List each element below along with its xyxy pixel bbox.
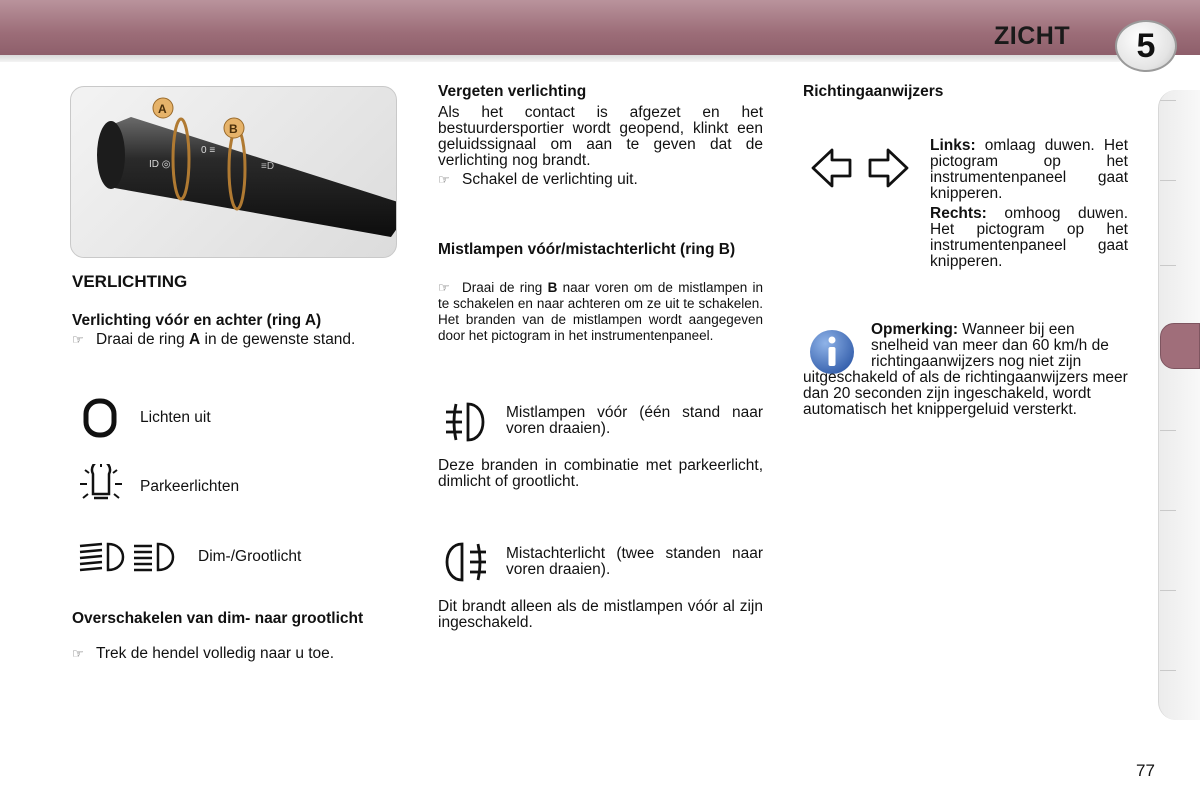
front-rear-instruction: ☞ Draai de ring A in de gewenste stand. [72, 331, 356, 348]
chapter-tab-divider [1160, 100, 1176, 101]
svg-text:ID ◎: ID ◎ [149, 159, 171, 170]
pointing-hand-icon: ☞ [72, 646, 84, 661]
chapter-tab-divider [1160, 670, 1176, 671]
front-rear-heading: Verlichting vóór en achter (ring A) [72, 312, 322, 329]
left-arrow-icon [810, 146, 854, 195]
indicator-left-text: Links: omlaag duwen. Het pictogram op het instrumentenpaneel gaat knipperen. [930, 137, 1128, 202]
svg-text:≡D: ≡D [261, 161, 275, 172]
switching-heading: Overschakelen van dim- naar grootlicht [72, 610, 364, 627]
dipped-main-beam-label: Dim-/Grootlicht [198, 548, 302, 565]
chapter-tab-divider [1160, 590, 1176, 591]
forgotten-lights-heading: Vergeten verlichting [438, 83, 587, 100]
ring-a-label: A [158, 102, 167, 116]
rear-fog-label: Mistachterlicht (twee standen naar voren draaien). [506, 545, 763, 578]
front-fog-label: Mistlampen vóór (één stand naar voren draaien). [506, 404, 763, 437]
lights-off-label: Lichten uit [140, 409, 211, 426]
chapter-number: 5 [1136, 26, 1156, 65]
section-title-lighting: VERLICHTING [72, 272, 188, 291]
dipped-main-beam-icon [76, 538, 184, 581]
chapter-tab-divider [1160, 430, 1176, 431]
switching-instruction: ☞ Trek de hendel volledig naar u toe. [72, 645, 335, 662]
pointing-hand-icon: ☞ [72, 332, 84, 347]
page-number: 77 [1136, 761, 1155, 780]
rear-fog-icon [440, 540, 490, 589]
svg-text:0 ≡: 0 ≡ [201, 145, 216, 156]
chapter-number-badge [1115, 20, 1177, 72]
lighting-stalk-photo [70, 86, 397, 258]
chapter-tab-divider [1160, 265, 1176, 266]
note-text: Opmerking: Wanneer bij een snelheid van meer dan 60 km/h de richtingaanwijzers nog niet zijn uitgeschakeld of als de richtingaanwijzers meer dan 20 seconden zijn ingeschakeld, wordt automatisch het knippergeluid versterkt. [803, 321, 1128, 418]
chapter-tab-divider [1160, 510, 1176, 511]
front-fog-note: Deze branden in combinatie met parkeerlicht, dimlicht of grootlicht. [438, 457, 763, 490]
chapter-title: ZICHT [994, 22, 1071, 50]
indicators-heading: Richtingaanwijzers [803, 83, 944, 100]
header-divider [0, 55, 1120, 62]
fog-lights-heading: Mistlampen vóór/mistachterlicht (ring B) [438, 241, 736, 258]
parking-lights-label: Parkeerlichten [140, 478, 240, 495]
forgotten-lights-body: Als het contact is afgezet en het bestuurdersportier wordt geopend, klinkt een geluidssignaal om aan te geven dat de verlichting nog brandt. [438, 104, 763, 169]
ring-b-label: B [229, 122, 238, 136]
lighting-stalk-illustration [71, 87, 397, 258]
fog-lights-instruction: ☞ Draai de ring B naar voren om de mistlampen in te schakelen en naar achteren om ze uit te schakelen. Het branden van de mistlampen wordt aangegeven door het pictogram in het instrumentenpaneel. [438, 280, 763, 343]
lights-off-icon [80, 398, 122, 443]
right-arrow-icon [866, 146, 910, 195]
pointing-hand-icon: ☞ [438, 172, 450, 187]
chapter-tab-rail [1158, 90, 1200, 720]
parking-lights-icon [77, 464, 125, 513]
indicator-right-text: Rechts: omhoog duwen. Het pictogram op het instrumentenpaneel gaat knipperen. [930, 205, 1128, 270]
chapter-tab-divider [1160, 180, 1176, 181]
forgotten-lights-instruction: ☞ Schakel de verlichting uit. [438, 171, 638, 188]
rear-fog-note: Dit brandt alleen als de mistlampen vóór al zijn ingeschakeld. [438, 598, 763, 631]
pointing-hand-icon: ☞ [438, 280, 450, 295]
chapter-tab-active[interactable] [1160, 323, 1200, 369]
front-fog-icon [442, 400, 492, 449]
